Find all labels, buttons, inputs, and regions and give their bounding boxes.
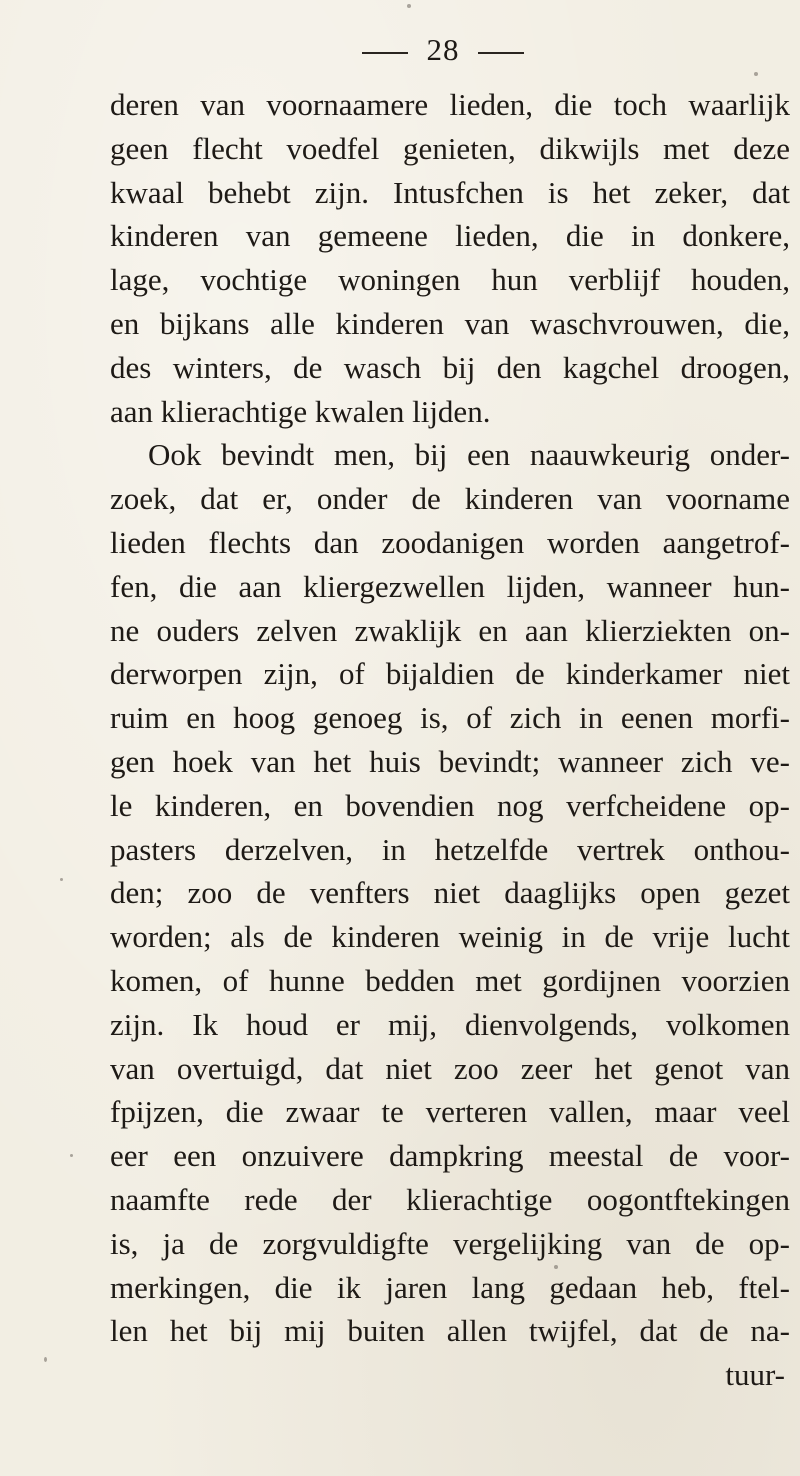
text-line: eer een onzuivere dampkring meestal de voor- (110, 1138, 790, 1174)
text-line: kinderen van gemeene lieden, die in donkere, (110, 218, 790, 254)
text-line: is, ja de zorgvuldigfte vergelijking van de op- (110, 1225, 790, 1261)
text-line: fpijzen, die zwaar te verteren vallen, maar veel (110, 1094, 790, 1130)
catchword: tuur- (725, 1357, 785, 1393)
text-line: ne ouders zelven zwaklijk en aan klierziekten on- (110, 612, 790, 648)
text-line: pasters derzelven, in hetzelfde vertrek onthou- (110, 831, 790, 867)
text-line: lage, vochtige woningen hun verblijf houden, (110, 262, 790, 298)
page-number: 28 (426, 32, 460, 67)
paragraph-first-line: Ook bevindt men, bij een naauwkeurig onder- (148, 437, 790, 473)
text-line: des winters, de wasch bij den kagchel droogen, (110, 349, 790, 385)
text-line: gen hoek van het huis bevindt; wanneer zich ve- (110, 743, 790, 779)
text-line: lieden flechts dan zoodanigen worden aangetrof- (110, 524, 790, 560)
text-line: en bijkans alle kinderen van waschvrouwen, die, (110, 305, 790, 341)
text-line: deren van voornaamere lieden, die toch waarlijk (110, 87, 790, 122)
paper-speck (44, 1357, 47, 1362)
text-line: le kinderen, en bovendien nog verfcheidene op- (110, 787, 790, 823)
paper-speck (754, 72, 758, 76)
text-line: van overtuigd, dat niet zoo zeer het genot van (110, 1050, 790, 1086)
page-header (0, 30, 800, 70)
paper-speck (407, 4, 411, 8)
text-line: naamfte rede der klierachtige oogontftekingen (110, 1181, 790, 1217)
paper-speck (60, 878, 63, 881)
text-line: den; zoo de venfters niet daaglijks open gezet (110, 875, 790, 911)
text-line: kwaal behebt zijn. Intusfchen is het zeker, dat (110, 174, 790, 210)
text-line: aan klierachtige kwalen lijden. (110, 393, 491, 429)
paper-speck (70, 1154, 73, 1157)
text-line: ruim en hoog genoeg is, of zich in eenen morfi- (110, 700, 790, 736)
text-line: zoek, dat er, onder de kinderen van voorname (110, 481, 790, 517)
text-line: komen, of hunne bedden met gordijnen voorzien (110, 962, 790, 998)
header-rule-right (478, 52, 524, 54)
text-line: derworpen zijn, of bijaldien de kinderkamer niet (110, 656, 790, 692)
text-line: zijn. Ik houd er mij, dienvolgends, volkomen (110, 1006, 790, 1042)
text-line: worden; als de kinderen weinig in de vrije lucht (110, 919, 790, 955)
text-line: len het bij mij buiten allen twijfel, dat de na- (110, 1313, 790, 1349)
header-rule-left (362, 52, 408, 54)
text-line: geen flecht voedfel genieten, dikwijls met deze (110, 130, 790, 166)
paper-speck (554, 1265, 558, 1269)
text-line: fen, die aan kliergezwellen lijden, wanneer hun- (110, 568, 790, 604)
body-text (110, 83, 790, 1397)
text-line: merkingen, die ik jaren lang gedaan heb, ftel- (110, 1269, 790, 1305)
